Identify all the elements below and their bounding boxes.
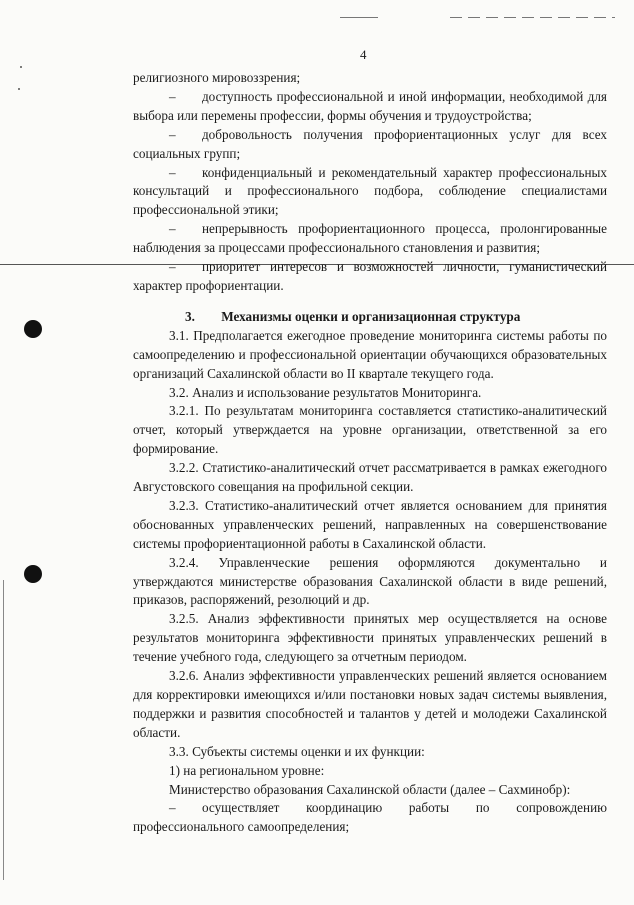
paragraph: 3.2.6. Анализ эффективности управленческих решений является основанием для корректировки имеющихся и/или постановки новых задач системы выявления, поддержки и развития способностей и талантов у детей и молодежи Сахалинской области.: [133, 668, 607, 740]
punch-hole: [24, 565, 42, 583]
paragraph: религиозного мировоззрения;: [133, 70, 301, 85]
paragraph: 3.2.4. Управленческие решения оформляются документально и утверждаются министерстве образования Сахалинской области в виде решений, приказов, распоряжений, резолюций и др.: [133, 554, 607, 608]
scan-speck: [18, 88, 20, 90]
section-heading: 3. Механизмы оценки и организационная структура: [185, 308, 521, 324]
list-item: – осуществляет координацию работы по сопровождению профессионального самоопределения;: [133, 800, 607, 835]
punch-hole: [24, 320, 42, 338]
paragraph: 1) на региональном уровне:: [169, 762, 325, 778]
document-body: [133, 69, 607, 837]
scan-mark: [450, 17, 615, 18]
list-item: – конфиденциальный и рекомендательный характер профессиональных консультаций и профессионального подбора, соблюдение специалистами профессиональной этики;: [133, 164, 607, 218]
paragraph: 3.3. Субъекты системы оценки и их функции:: [169, 743, 425, 759]
paragraph: 3.2.5. Анализ эффективности принятых мер осуществляется на основе результатов мониторинга эффективности принятых управленческих решений в течение учебного года, следующего за отчетным периодом.: [133, 611, 607, 665]
page-number: 4: [360, 47, 367, 62]
list-item: – приоритет интересов и возможностей личности, гуманистический характер профориентации.: [133, 259, 607, 293]
paragraph: 3.1. Предполагается ежегодное проведение мониторинга системы работы по самоопределению и профессиональной ориентации обучающихся образовательных организаций Сахалинской области во II квартале текущего года.: [133, 327, 607, 381]
scan-speck: [20, 66, 22, 68]
list-item: – доступность профессиональной и иной информации, необходимой для выбора или перемены профессии, формы обучения и трудоустройства;: [133, 88, 607, 123]
paragraph: Министерство образования Сахалинской области (далее – Сахминобр):: [169, 781, 571, 797]
paragraph: 3.2. Анализ и использование результатов Мониторинга.: [169, 384, 482, 400]
paragraph: 3.2.2. Статистико-аналитический отчет рассматривается в рамках ежегодного Августовского совещания на профильной секции.: [133, 460, 607, 495]
list-item: – непрерывность профориентационного процесса, пролонгированные наблюдения за процессами профессионального становления и развития;: [133, 221, 607, 256]
paragraph: 3.2.1. По результатам мониторинга составляется статистико-аналитический отчет, который утверждается на уровне организации, ответственной за его формирование.: [133, 403, 607, 457]
scan-edge: [3, 580, 4, 880]
list-item: – добровольность получения профориентационных услуг для всех социальных групп;: [133, 126, 607, 161]
scan-mark: [340, 17, 378, 18]
paragraph: 3.2.3. Статистико-аналитический отчет является основанием для принятия обоснованных управленческих решений, направленных на совершенствование системы профориентационной работы в Сахалинской области.: [133, 497, 607, 551]
